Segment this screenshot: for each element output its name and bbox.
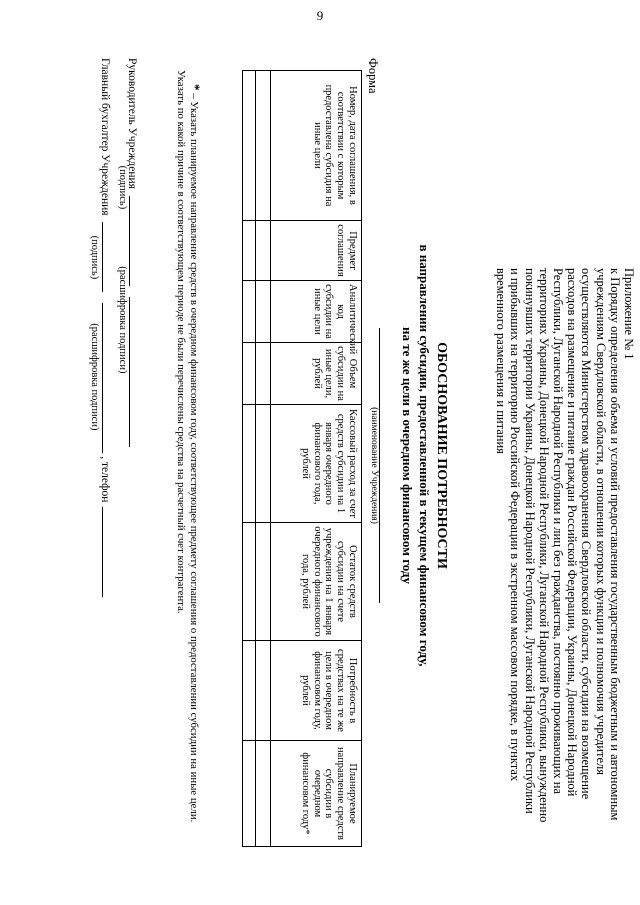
col-agreement-number: Номер, дата соглашения, в соответствии с которым предоставлена субсидия на иные цели [271,71,362,221]
col-planned-direction: Планируемое направление средств субсидии в очередном финансовом году* [271,741,362,847]
table-cell[interactable] [243,343,256,405]
footnote-mark: * [188,84,203,91]
table-cell[interactable] [243,221,256,281]
footnote [174,70,202,846]
accountant-label: Главный бухгалтер Учреждения [99,58,111,216]
table-cell[interactable] [256,71,271,221]
head-signature-caption: (подпись) [117,165,128,210]
table-cell[interactable] [256,221,271,281]
table-cell[interactable] [256,641,271,741]
accountant-signature-line[interactable] [102,222,113,292]
need-table [242,70,362,847]
table-cell[interactable] [243,641,256,741]
col-agreement-subject: Предмет соглашения [271,221,362,281]
table-cell[interactable] [256,343,271,405]
document-title [399,58,450,853]
table-row [243,71,256,847]
page-number: 9 [316,8,324,23]
table-cell[interactable] [243,405,256,523]
table-cell[interactable] [243,523,256,641]
head-decoding-caption: (расшифровка подписи) [117,266,128,374]
phone-line[interactable] [102,507,113,597]
table-cell[interactable] [256,281,271,343]
head-signature-line[interactable] [129,196,140,286]
table-header-row [271,71,362,847]
table-cell[interactable] [256,741,271,847]
accountant-decoding-line[interactable] [102,303,113,453]
appendix-text: к Порядку определения объема и условий предоставления государственным бюджетным и автономным учреждениям Свердловской области, в отношении которых функции и полномочия учредителя осуществляются Министерством здравоохранения Свердловской области, субсидии на возмещение расходов на размещение и питание граждан Российской Федерации, Украины, Донецкой Народной Республики, Луганской Народной Республики и лиц без гражданства, постоянно проживающих на территориях Украины, Донецкой Народной Республики, Луганской Народной Республики, вынужденно покинувших территории Украины, Донецкой Народной Республики, Луганской Народной Республики и прибывших на территорию Российской Федерации в экстренном массовом порядке, в пунктах временного размещения и питания [494,268,622,823]
col-analytic-code: Аналитический код субсидии на иные цели [271,281,362,343]
accountant-decoding-caption: (расшифровка подписи) [89,323,100,431]
title-line-3: на те же цели в очередном финансовом году [400,327,415,584]
accountant-signature-caption: (подпись) [89,235,100,280]
institution-name-line [379,328,380,603]
col-cash-expense: Кассовый расход за счет средств субсидии на 1 января очередного финансового года, рублей [271,405,362,523]
appendix-block [494,268,636,823]
accountant-signature-captions [89,58,100,430]
col-need: Потребность в средствах на те же цели в очередном финансовом году, рублей [271,641,362,741]
title-line-2: в направлении субсидии, предоставленной в текущем финансовом году, [417,244,432,667]
phone-label: , телефон [99,456,111,503]
table-cell[interactable] [243,741,256,847]
form-label: Форма [366,58,380,94]
table-row [256,71,271,847]
table-cell[interactable] [256,523,271,641]
col-subsidy-volume: Объем субсидии на иные цели, рублей [271,343,362,405]
accountant-signature-row [99,58,113,597]
table-cell[interactable] [243,281,256,343]
head-label: Руководитель Учреждения [126,58,138,189]
rotated-form-page [67,58,640,853]
head-signature-captions [117,58,128,373]
appendix-number: Приложение № 1 [622,268,636,360]
head-decoding-line[interactable] [129,297,140,447]
footnote-text: – Указать планируемое направление средств в очередном финансовом году, соответствующее предмету соглашения о предоставлении субсидии на иные цели. Указать по какой причине в соответствующем периоде не были перечислены средства на расчетный счет контрагента. [175,70,200,823]
col-balance: Остаток средств субсидии на счете учреждения на 1 января очередного финансового года, рублей [271,523,362,641]
title-line-1: ОБОСНОВАНИЕ ПОТРЕБНОСТИ [434,342,449,569]
head-signature-row [126,58,140,447]
table-cell[interactable] [256,405,271,523]
institution-name-caption: (наименование Учреждения) [369,407,379,524]
table-cell[interactable] [243,71,256,221]
